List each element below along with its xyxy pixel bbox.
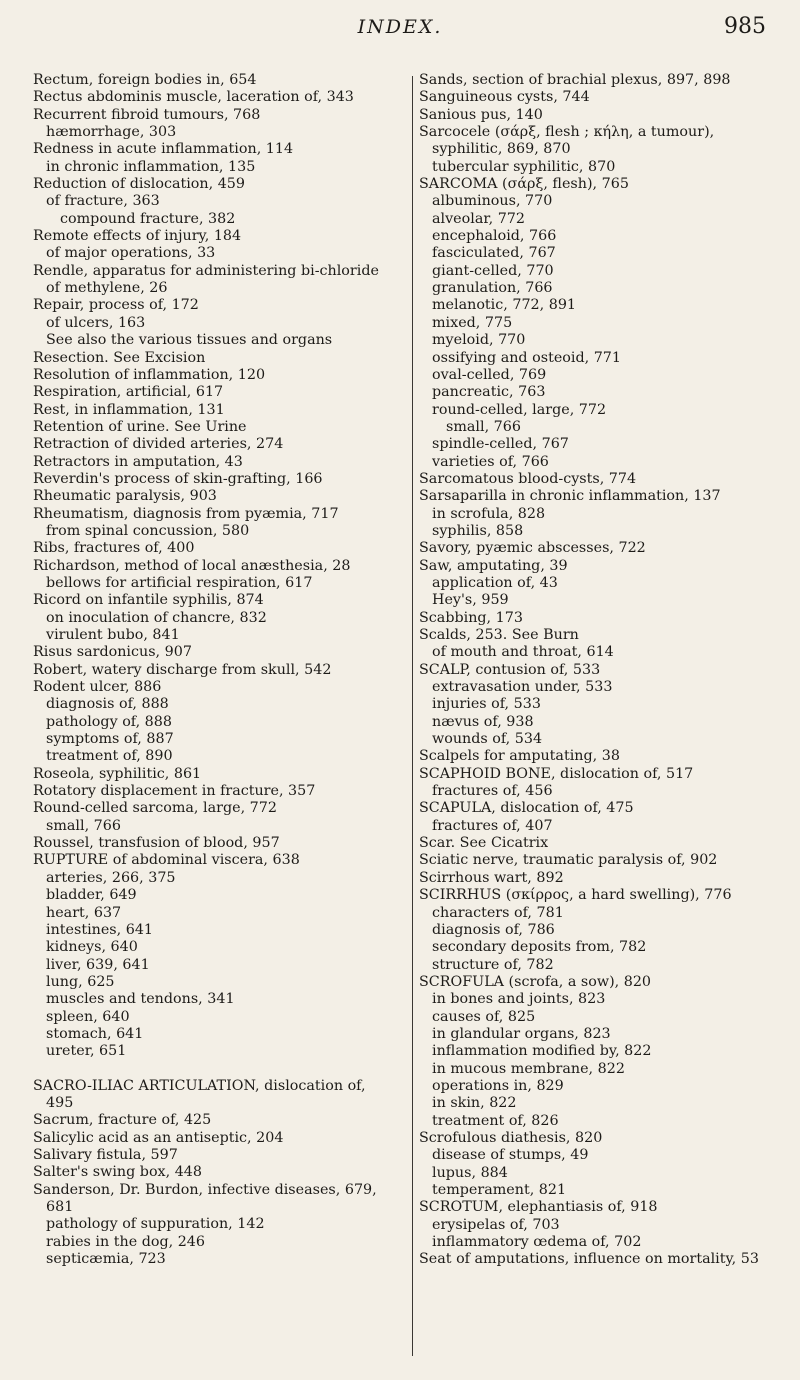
index-entry: Sarsaparilla in chronic inflammation, 137 — [419, 488, 721, 505]
index-entry: Seat of amputations, influence on mortality, 53 — [419, 1251, 759, 1268]
index-entry: Scar. See Cicatrix — [419, 835, 549, 852]
running-header-title: INDEX. — [357, 16, 443, 38]
index-subentry: tubercular syphilitic, 870 — [432, 158, 616, 175]
index-entry: Risus sardonicus, 907 — [33, 644, 192, 661]
index-subentry: arteries, 266, 375 — [46, 869, 176, 886]
index-entry: Sanguineous cysts, 744 — [419, 89, 590, 106]
index-entry: Richardson, method of local anæsthesia, 28 — [33, 557, 351, 574]
index-subentry: fractures of, 407 — [432, 817, 553, 834]
index-subentry: temperament, 821 — [432, 1182, 567, 1198]
index-entry: Sanious pus, 140 — [419, 106, 543, 123]
index-subentry: extravasation under, 533 — [432, 679, 613, 696]
index-subentry: erysipelas of, 703 — [432, 1216, 560, 1233]
index-subentry: secondary deposits from, 782 — [432, 939, 647, 956]
index-subentry: symptoms of, 887 — [46, 731, 174, 748]
index-entry: SCIRRHUS (σκίρρος, a hard swelling), 776 — [419, 887, 732, 904]
index-entry: Retractors in amputation, 43 — [33, 453, 243, 470]
index-entry: Ribs, fractures of, 400 — [33, 540, 195, 557]
index-entry: Roussel, transfusion of blood, 957 — [33, 835, 280, 852]
index-subentry: kidneys, 640 — [46, 939, 138, 956]
index-entry: Scirrhous wart, 892 — [419, 869, 564, 886]
index-subentry: pathology of, 888 — [46, 713, 172, 730]
index-subentry: inflammatory œdema of, 702 — [432, 1234, 642, 1251]
index-entry: Rodent ulcer, 886 — [33, 679, 162, 696]
index-subentry: in mucous membrane, 822 — [432, 1060, 625, 1077]
index-subentry: small, 766 — [46, 817, 121, 834]
index-subentry: ossifying and osteoid, 771 — [432, 349, 621, 366]
index-entry: Resection. See Excision — [33, 349, 206, 366]
index-subentry: of mouth and throat, 614 — [432, 644, 614, 661]
index-entry: Sarcomatous blood-cysts, 774 — [419, 470, 637, 487]
index-subentry: of major operations, 33 — [46, 245, 216, 262]
index-subentry: albuminous, 770 — [432, 193, 553, 210]
index-entry: Rotatory displacement in fracture, 357 — [33, 783, 316, 800]
index-subentry: fractures of, 456 — [432, 783, 553, 800]
index-entry: Salter's swing box, 448 — [33, 1164, 202, 1181]
index-entry: Sciatic nerve, traumatic paralysis of, 902 — [419, 852, 718, 869]
index-subentry: compound fracture, 382 — [60, 210, 236, 227]
index-entry: SCAPHOID BONE, dislocation of, 517 — [419, 765, 694, 782]
index-subentry: encephaloid, 766 — [432, 228, 557, 245]
index-subentry: virulent bubo, 841 — [46, 627, 180, 643]
index-subentry: syphilis, 858 — [432, 522, 524, 539]
index-subentry: round-celled, large, 772 — [432, 401, 607, 418]
index-entry: Rheumatic paralysis, 903 — [33, 488, 217, 505]
index-subentry: mixed, 775 — [432, 314, 513, 331]
index-subentry: heart, 637 — [46, 904, 122, 921]
index-entry: Roseola, syphilitic, 861 — [33, 765, 202, 782]
index-subentry: stomach, 641 — [46, 1025, 144, 1042]
index-subentry: spindle-celled, 767 — [432, 436, 569, 453]
index-subentry: injuries of, 533 — [432, 696, 541, 713]
index-entry: Sanderson, Dr. Burdon, infective diseases, 679, 681 — [33, 1181, 377, 1215]
index-subentry: Hey's, 959 — [432, 592, 509, 609]
index-entry: Scalpels for amputating, 38 — [419, 748, 620, 765]
index-entry: SACRO-ILIAC ARTICULATION, dislocation of, 495 — [33, 1077, 366, 1111]
index-entry: Rheumatism, diagnosis from pyæmia, 717 — [33, 505, 339, 522]
index-column-right — [419, 72, 775, 1269]
index-subentry: granulation, 766 — [432, 280, 553, 297]
index-subentry: structure of, 782 — [432, 956, 554, 973]
index-subentry: characters of, 781 — [432, 904, 564, 921]
index-subentry: hæmorrhage, 303 — [46, 124, 177, 141]
index-subentry: inflammation modified by, 822 — [432, 1043, 652, 1060]
index-subentry: in glandular organs, 823 — [432, 1025, 611, 1042]
index-subentry: bladder, 649 — [46, 887, 137, 904]
page-number: 985 — [724, 14, 766, 39]
index-entry: Ricord on infantile syphilis, 874 — [33, 592, 264, 609]
index-subentry: lung, 625 — [46, 973, 115, 990]
index-entry: Sarcocele (σάρξ, flesh ; κήλη, a tumour), syphilitic, 869, 870 — [419, 124, 715, 158]
index-entry: Reverdin's process of skin-grafting, 166 — [33, 470, 323, 487]
index-subentry: in chronic inflammation, 135 — [46, 158, 256, 175]
index-entry: Respiration, artificial, 617 — [33, 384, 224, 401]
index-entry: SCAPULA, dislocation of, 475 — [419, 800, 634, 817]
index-subentry: intestines, 641 — [46, 921, 154, 938]
index-subentry: See also the various tissues and organs — [46, 332, 333, 349]
index-entry: SCROFULA (scrofa, a sow), 820 — [419, 973, 652, 990]
index-entry: Scalds, 253. See Burn — [419, 627, 579, 643]
index-subentry: in bones and joints, 823 — [432, 991, 606, 1008]
index-subentry: of ulcers, 163 — [46, 314, 146, 331]
index-subentry: lupus, 884 — [432, 1164, 508, 1181]
index-subentry: diagnosis of, 888 — [46, 696, 169, 713]
section-gap — [33, 1061, 391, 1078]
index-subentry: septicæmia, 723 — [46, 1251, 166, 1268]
index-subentry: liver, 639, 641 — [46, 956, 150, 973]
index-subentry: diagnosis of, 786 — [432, 921, 555, 938]
index-subentry: pancreatic, 763 — [432, 384, 546, 401]
index-subentry: bellows for artificial respiration, 617 — [46, 574, 313, 591]
index-subentry: treatment of, 826 — [432, 1112, 559, 1129]
index-subentry: muscles and tendons, 341 — [46, 991, 235, 1008]
index-entry: Retraction of divided arteries, 274 — [33, 436, 284, 453]
index-subentry: disease of stumps, 49 — [432, 1147, 589, 1164]
index-entry: Salicylic acid as an antiseptic, 204 — [33, 1129, 284, 1146]
index-entry: Retention of urine. See Urine — [33, 418, 247, 435]
index-entry: Sacrum, fracture of, 425 — [33, 1112, 212, 1129]
index-subentry: of fracture, 363 — [46, 193, 160, 210]
index-subentry: giant-celled, 770 — [432, 262, 554, 279]
index-entry: Robert, watery discharge from skull, 542 — [33, 661, 332, 678]
index-subentry: treatment of, 890 — [46, 748, 173, 765]
index-entry: Round-celled sarcoma, large, 772 — [33, 800, 277, 817]
index-entry: SCALP, contusion of, 533 — [419, 661, 601, 678]
index-subentry: fasciculated, 767 — [432, 245, 556, 262]
index-subentry: nævus of, 938 — [432, 713, 534, 730]
index-subentry: pathology of suppuration, 142 — [46, 1216, 265, 1233]
index-entry: Rectum, foreign bodies in, 654 — [33, 72, 257, 88]
index-subentry: operations in, 829 — [432, 1077, 564, 1094]
index-entry: RUPTURE of abdominal viscera, 638 — [33, 852, 300, 869]
index-subentry: from spinal concussion, 580 — [46, 522, 250, 539]
index-subentry: ureter, 651 — [46, 1043, 127, 1060]
index-entry: Rectus abdominis muscle, laceration of, 343 — [33, 89, 354, 106]
index-entry: Repair, process of, 172 — [33, 297, 199, 314]
column-divider — [412, 76, 413, 1356]
index-subentry: on inoculation of chancre, 832 — [46, 609, 267, 626]
index-subentry: myeloid, 770 — [432, 332, 526, 349]
index-subentry: application of, 43 — [432, 574, 558, 591]
index-entry: Scrofulous diathesis, 820 — [419, 1129, 603, 1146]
index-entry: Remote effects of injury, 184 — [33, 228, 242, 245]
index-entry: SCROTUM, elephantiasis of, 918 — [419, 1199, 658, 1216]
index-subentry: alveolar, 772 — [432, 210, 525, 227]
index-subentry: in skin, 822 — [432, 1095, 517, 1112]
index-entry: Redness in acute inflammation, 114 — [33, 141, 294, 158]
index-subentry: in scrofula, 828 — [432, 505, 546, 522]
index-subentry: melanotic, 772, 891 — [432, 297, 577, 314]
index-subentry: causes of, 825 — [432, 1008, 536, 1025]
index-entry: Resolution of inflammation, 120 — [33, 366, 266, 383]
index-entry: Rest, in inflammation, 131 — [33, 401, 225, 418]
index-entry: SARCOMA (σάρξ, flesh), 765 — [419, 176, 629, 193]
index-subentry: rabies in the dog, 246 — [46, 1233, 205, 1250]
index-entry: Scabbing, 173 — [419, 609, 523, 626]
index-subentry: varieties of, 766 — [432, 453, 549, 470]
index-entry: Recurrent fibroid tumours, 768 — [33, 106, 261, 123]
index-entry: Saw, amputating, 39 — [419, 557, 568, 574]
index-entry: Savory, pyæmic abscesses, 722 — [419, 540, 646, 557]
index-entry: Sands, section of brachial plexus, 897, 898 — [419, 72, 731, 88]
index-entry: Salivary fistula, 597 — [33, 1146, 178, 1163]
index-entry: Rendle, apparatus for administering bi-chloride of methylene, 26 — [33, 262, 379, 297]
index-subentry: small, 766 — [446, 418, 521, 435]
index-subentry: spleen, 640 — [46, 1008, 130, 1025]
index-column-left — [33, 72, 391, 1268]
index-subentry: wounds of, 534 — [432, 731, 543, 748]
index-subentry: oval-celled, 769 — [432, 366, 547, 383]
index-entry: Reduction of dislocation, 459 — [33, 176, 245, 193]
